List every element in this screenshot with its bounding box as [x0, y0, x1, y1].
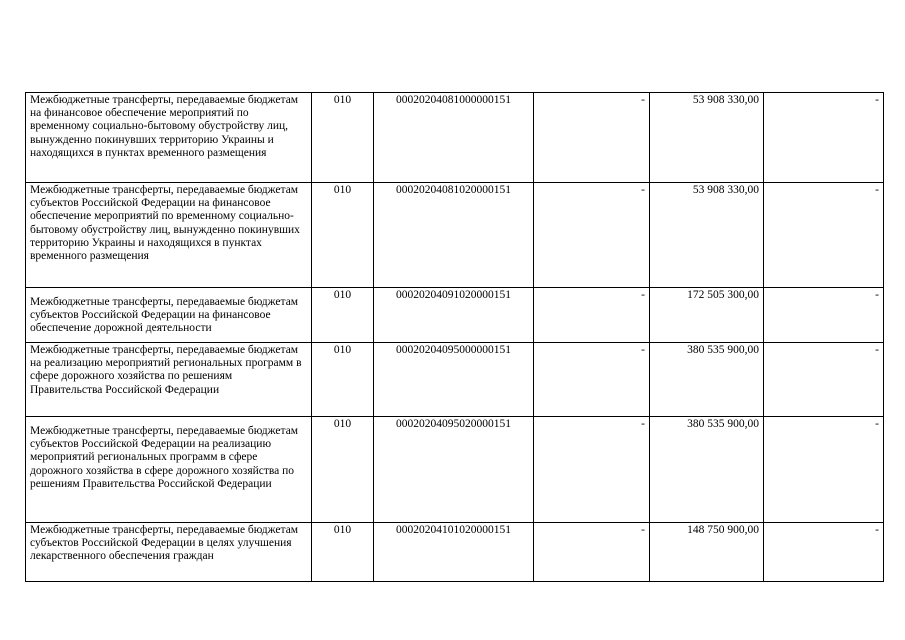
row-kbk: 00020204095020000151	[374, 417, 534, 523]
row-col6: -	[764, 343, 884, 417]
row-col4: -	[534, 183, 650, 288]
row-col6: -	[764, 93, 884, 183]
row-code: 010	[312, 343, 374, 417]
row-code: 010	[312, 288, 374, 343]
table-row	[26, 343, 884, 417]
row-col6: -	[764, 417, 884, 523]
row-col4: -	[534, 343, 650, 417]
row-col6: -	[764, 183, 884, 288]
row-sum: 380 535 900,00	[650, 417, 764, 523]
row-kbk: 00020204081000000151	[374, 93, 534, 183]
row-name: Межбюджетные трансферты, передаваемые бюджетам на реализацию мероприятий региональных программ в сфере дорожного хозяйства по решениям Правительства Российской Федерации	[26, 343, 312, 417]
table-row	[26, 183, 884, 288]
row-kbk: 00020204101020000151	[374, 523, 534, 582]
row-col6: -	[764, 288, 884, 343]
row-kbk: 00020204081020000151	[374, 183, 534, 288]
row-col4: -	[534, 417, 650, 523]
row-name: Межбюджетные трансферты, передаваемые бюджетам субъектов Российской Федерации в целях улучшения лекарственного обеспечения граждан	[26, 523, 312, 582]
table-row	[26, 417, 884, 523]
budget-table	[25, 92, 884, 582]
row-name: Межбюджетные трансферты, передаваемые бюджетам субъектов Российской Федерации на финансовое обеспечение дорожной деятельности	[26, 288, 312, 343]
row-sum: 53 908 330,00	[650, 93, 764, 183]
row-code: 010	[312, 93, 374, 183]
row-col4: -	[534, 523, 650, 582]
row-sum: 380 535 900,00	[650, 343, 764, 417]
row-code: 010	[312, 417, 374, 523]
row-code: 010	[312, 523, 374, 582]
row-kbk: 00020204091020000151	[374, 288, 534, 343]
row-sum: 148 750 900,00	[650, 523, 764, 582]
row-col6: -	[764, 523, 884, 582]
table-row	[26, 288, 884, 343]
row-sum: 53 908 330,00	[650, 183, 764, 288]
table-row	[26, 523, 884, 582]
row-sum: 172 505 300,00	[650, 288, 764, 343]
row-name: Межбюджетные трансферты, передаваемые бюджетам субъектов Российской Федерации на реализацию мероприятий региональных программ в сфере дорожного хозяйства в сфере дорожного хозяйства по решениям Правительства Российской Федерации	[26, 417, 312, 523]
row-name: Межбюджетные трансферты, передаваемые бюджетам субъектов Российской Федерации на финансовое обеспечение мероприятий по временному социально-бытовому обустройству лиц, вынужденно покинувших территорию Украины и находящихся в пунктах временного размещения	[26, 183, 312, 288]
row-col4: -	[534, 93, 650, 183]
row-name: Межбюджетные трансферты, передаваемые бюджетам на финансовое обеспечение мероприятий по временному социально-бытовому обустройству лиц, вынужденно покинувших территорию Украины и находящихся в пунктах временного размещения	[26, 93, 312, 183]
row-code: 010	[312, 183, 374, 288]
row-kbk: 00020204095000000151	[374, 343, 534, 417]
row-col4: -	[534, 288, 650, 343]
table-row	[26, 93, 884, 183]
